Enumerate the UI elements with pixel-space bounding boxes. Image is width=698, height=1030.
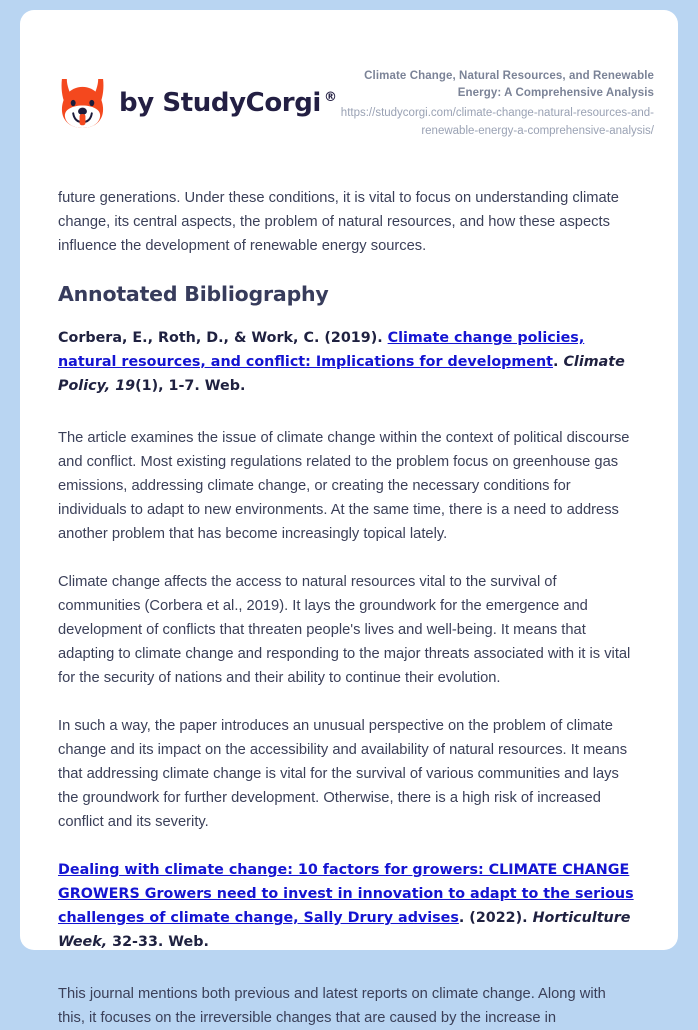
registered-trademark-icon: ® <box>323 90 337 106</box>
citation-entry-2 <box>58 858 634 954</box>
page-title: Annotated Bibliography <box>58 281 329 306</box>
annotation-paragraph-3: In such a way, the paper introduces an unusual perspective on the problem of climate change and its impact on the accessibility and availability of natural resources. It means that addressing climate change is vital for the survival of various communities and lays the groundwork for further development. Otherwise, there is a high risk of increased conflict and its severity. <box>58 717 628 830</box>
citation-2-after-link: . (2022). <box>458 909 533 926</box>
corgi-logo-icon <box>58 77 107 129</box>
citation-2-link[interactable]: Dealing with climate change: 10 factors for growers: CLIMATE CHANGE GROWERS Growers need to invest in innovation to adapt to the serious challenges of climate change, Sally Drury advises <box>58 861 634 926</box>
annotation-paragraph-4: This journal mentions both previous and latest reports on climate change. Along with this, it focuses on the irreversible changes that are caused by the increase in <box>58 985 606 1026</box>
document-url[interactable]: https://studycorgi.com/climate-change-natural-resources-and-renewable-energy-a-comprehensive-analysis/ <box>340 107 654 137</box>
document-meta <box>337 66 654 140</box>
document-page-card <box>20 10 678 1026</box>
citation-entry-1 <box>58 326 634 398</box>
document-body <box>20 186 678 1030</box>
citation-1-prefix: Corbera, E., Roth, D., & Work, C. (2019). <box>58 329 388 346</box>
annotation-paragraph-1: The article examines the issue of climate change within the context of political discourse and conflict. Most existing regulations related to the problem focus on greenhouse gas emissions, addressing climate change, or creating the necessary conditions for individuals to adapt to new environments. At the same time, there is a need to address another problem that has become increasingly topical lately. <box>58 429 630 542</box>
brand-logo-group[interactable] <box>58 77 337 129</box>
citation-1-after-link: . <box>553 353 564 370</box>
annotation-paragraph-2: Climate change affects the access to natural resources vital to the survival of communities (Corbera et al., 2019). It lays the groundwork for the emergence and development of conflicts that threaten people's lives and well-being. It means that adapting to climate change and responding to the major threats associated with it is vital for the security of nations and their ability to continue their evolution. <box>58 573 631 686</box>
document-title: Climate Change, Natural Resources, and Renewable Energy: A Comprehensive Analysis <box>364 70 654 99</box>
citation-1-journal: Climate Policy, 19 <box>58 353 625 394</box>
intro-paragraph: future generations. Under these conditions, it is vital to focus on understanding climate change, its central aspects, the problem of natural resources, and how these aspects influence the development of renewable energy sources. <box>58 189 619 254</box>
document-header <box>20 10 678 140</box>
citation-1-suffix: (1), 1-7. Web. <box>135 377 246 394</box>
citation-2-journal: Horticulture Week, <box>58 909 631 950</box>
citation-1-link[interactable]: Climate change policies, natural resources, and conflict: Implications for development <box>58 329 585 370</box>
brand-name-text: by StudyCorgi <box>119 87 321 118</box>
brand-name <box>119 87 337 118</box>
citation-2-suffix: 32-33. Web. <box>107 933 209 950</box>
